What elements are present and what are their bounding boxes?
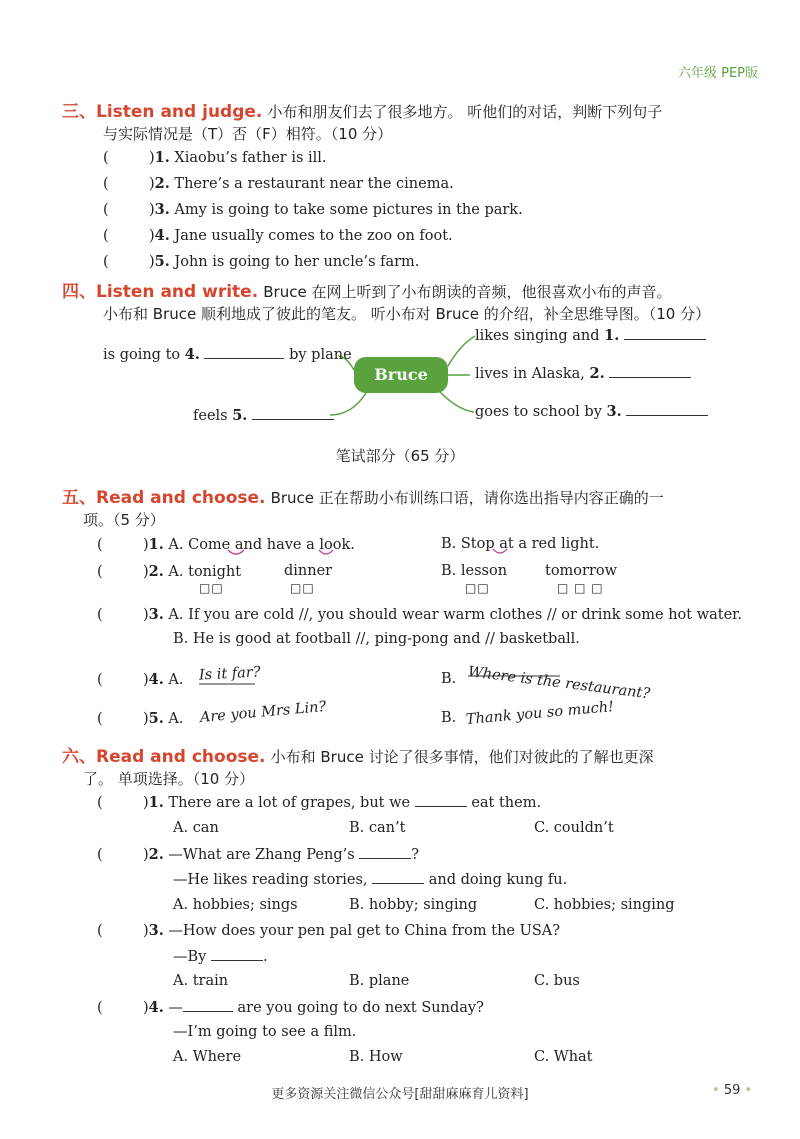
section-title: Listen and write. — [96, 282, 259, 302]
mc-question-line: —By . — [173, 949, 268, 965]
judge-item: ( )2. There’s a restaurant near the cinema. — [103, 175, 454, 192]
option-label: B. — [441, 671, 457, 687]
option-b[interactable]: B. can’t — [349, 820, 406, 836]
section-instructions-2: 项。（5 分） — [83, 511, 165, 529]
option-c[interactable]: C. couldn’t — [534, 820, 614, 836]
option-a[interactable]: A. hobbies; sings — [173, 897, 298, 913]
mc-question: ( )3. —How does your pen pal get to China from the USA? — [97, 922, 561, 939]
word: tomorrow — [545, 563, 618, 579]
choice-question: ( )2. A. tonight — [97, 563, 242, 580]
grade-label: 六年级 PEP版 — [677, 66, 758, 81]
option-a[interactable]: A. can — [173, 820, 219, 836]
section-6-header — [62, 742, 654, 767]
mc-question-line: —I’m going to see a film. — [173, 1024, 357, 1040]
option-label: B. — [441, 710, 457, 726]
option-c[interactable]: C. What — [534, 1049, 593, 1065]
written-part-title: 笔试部分（65 分） — [335, 447, 465, 465]
word: dinner — [284, 563, 333, 579]
intonation-text: Are you Mrs Lin? — [199, 698, 327, 726]
word: B. lesson — [441, 563, 508, 579]
section-instructions-2: 了。 单项选择。（10 分） — [83, 770, 255, 788]
judge-item: ( )5. John is going to her uncle’s farm. — [103, 253, 420, 270]
answer-blank[interactable] — [211, 948, 263, 961]
judge-item: ( )1. Xiaobu’s father is ill. — [103, 149, 327, 166]
mind-map-branch-4: is going to 4. by plane — [103, 346, 352, 363]
choice-question: ( )3. A. If you are cold //, you should wear warm clothes // or drink some hot water. — [97, 606, 743, 623]
section-instructions-2: 与实际情况是（T）否（F）相符。（10 分） — [103, 125, 393, 143]
mc-question: ( )2. —What are Zhang Peng’s ? — [97, 846, 420, 863]
section-title: Read and choose. — [96, 747, 266, 767]
judge-item: ( )3. Amy is going to take some pictures in the park. — [103, 201, 523, 218]
option-a[interactable]: A. Where — [173, 1049, 242, 1065]
option-a[interactable]: A. train — [173, 973, 229, 989]
option-b[interactable]: B. hobby; singing — [349, 897, 478, 913]
choice-question: ( )5. A. — [97, 710, 184, 727]
mind-map-center: Bruce — [354, 357, 448, 393]
choice-question: ( )1. A. Come and have a look. — [97, 536, 355, 553]
mind-map-branch-1: likes singing and 1. — [475, 327, 706, 344]
choice-option-b: B. Stop at a red light. — [441, 536, 600, 552]
mind-map-branch-3: goes to school by 3. — [475, 403, 708, 420]
option-c[interactable]: C. bus — [534, 973, 580, 989]
stress-boxes: □□ — [290, 581, 315, 595]
answer-blank[interactable] — [183, 999, 233, 1012]
answer-blank[interactable] — [415, 794, 467, 807]
section-title: Read and choose. — [96, 488, 266, 508]
mind-map-branch-5: feels 5. — [193, 407, 334, 424]
option-b[interactable]: B. plane — [349, 973, 410, 989]
section-number: 五、 — [62, 488, 96, 508]
answer-blank[interactable] — [359, 846, 411, 859]
choice-question: ( )4. A. — [97, 671, 184, 688]
page-number: • 59 • — [712, 1083, 753, 1098]
section-instructions: 小布和 Bruce 讨论了很多事情，他们对彼此的了解也更深 — [270, 748, 654, 766]
section-number: 六、 — [62, 747, 96, 767]
mc-question-line: —He likes reading stories, and doing kung fu. — [173, 872, 568, 888]
judge-item: ( )4. Jane usually comes to the zoo on foot. — [103, 227, 453, 244]
choice-option-b: B. He is good at football //, ping-pong and // basketball. — [173, 631, 580, 647]
footer-note: 更多资源关注微信公众号[甜甜麻麻育儿资料] — [271, 1087, 529, 1102]
stress-boxes: □□ — [199, 581, 224, 595]
mc-question: ( )4. — are you going to do next Sunday? — [97, 999, 484, 1016]
mc-question: ( )1. There are a lot of grapes, but we eat them. — [97, 794, 542, 811]
stress-boxes: □□ — [465, 581, 490, 595]
section-instructions: Bruce 在网上听到了小布朗读的音频，他很喜欢小布的声音。 — [263, 283, 672, 301]
answer-blank[interactable] — [372, 871, 424, 884]
stress-boxes: □ □ □ — [557, 581, 604, 595]
section-title: Listen and judge. — [96, 102, 263, 122]
mind-map-branch-2: lives in Alaska, 2. — [475, 365, 691, 382]
option-b[interactable]: B. How — [349, 1049, 403, 1065]
section-instructions: 小布和朋友们去了很多地方。 听他们的对话，判断下列句子 — [267, 103, 663, 121]
intonation-text: Where is the restaurant? — [467, 664, 651, 703]
section-number: 四、 — [62, 282, 96, 302]
section-instructions: Bruce 正在帮助小布训练口语，请你选出指导内容正确的一 — [270, 489, 664, 507]
option-c[interactable]: C. hobbies; singing — [534, 897, 675, 913]
section-instructions-2: 小布和 Bruce 顺利地成了彼此的笔友。 听小布对 Bruce 的介绍，补全思维导图。（10 分） — [103, 305, 711, 323]
intonation-text: Thank you so much! — [465, 699, 615, 728]
intonation-text: Is it far? — [198, 664, 261, 684]
section-number: 三、 — [62, 102, 96, 122]
